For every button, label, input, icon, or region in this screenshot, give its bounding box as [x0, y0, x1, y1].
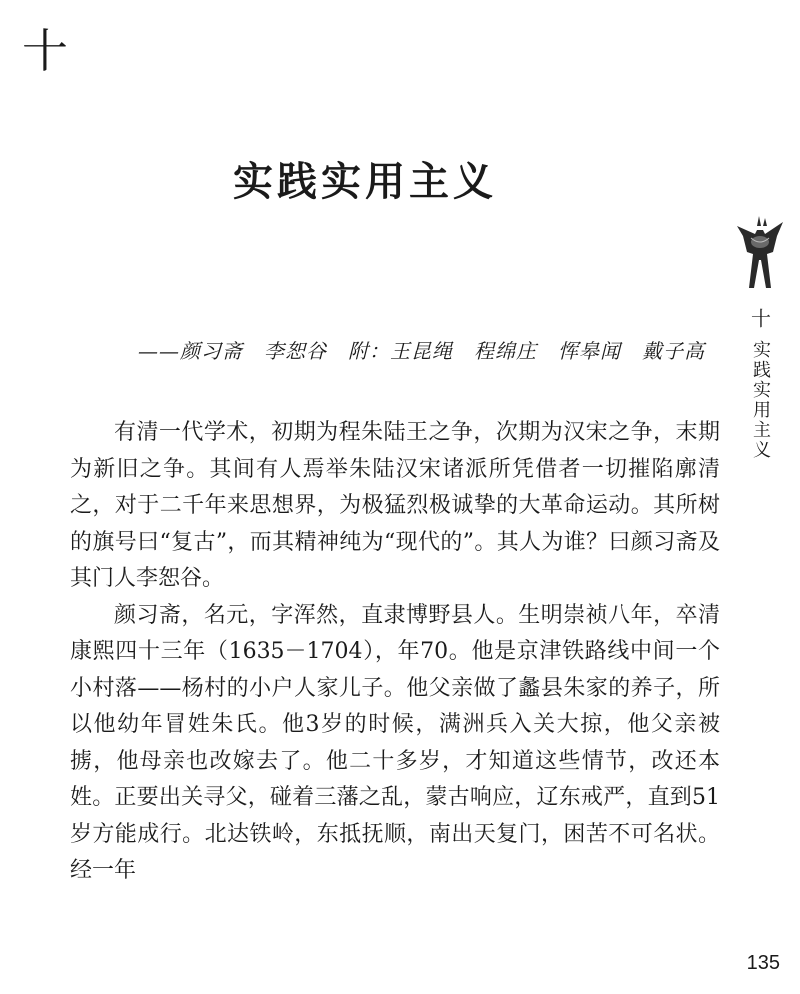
body-text: [70, 415, 720, 890]
margin-chapter-number: 十: [747, 308, 772, 330]
chapter-subtitle: ——颜习斋 李恕谷 附：王昆绳 程绵庄 恽皋闻 戴子高: [138, 339, 705, 363]
paragraph-1: 有清一代学术，初期为程朱陆王之争，次期为汉宋之争，末期为新旧之争。其间有人焉举朱陆汉宋诸派所凭借者一切摧陷廓清之，对于二千年来思想界，为极猛烈极诚挚的大革命运动。其所树的旗号曰“复古”，而其精神纯为“现代的”。其人为谁？曰颜习斋及其门人李恕谷。: [70, 420, 720, 591]
bronze-vessel-icon: [733, 212, 787, 290]
margin-column: [732, 212, 788, 460]
page-number: 135: [746, 952, 780, 974]
paragraph-2: 颜习斋，名元，字浑然，直隶博野县人。生明崇祯八年，卒清康熙四十三年（1635－1704），年70。他是京津铁路线中间一个小村落——杨村的小户人家儿子。他父亲做了蠡县朱家的养子，所以他幼年冒姓朱氏。他3岁的时候，满洲兵入关大掠，他父亲被掳，他母亲也改嫁去了。他二十多岁，才知道这些情节，改还本姓。正要出关寻父，碰着三藩之乱，蒙古响应，辽东戒严，直到51岁方能成行。北达铁岭，东抵抚顺，南出天复门，困苦不可名状。经一年: [70, 602, 720, 883]
chapter-number: 十: [22, 24, 68, 78]
margin-chapter-title: 实践实用主义: [750, 340, 771, 460]
chapter-title: 实践实用主义: [233, 158, 497, 205]
